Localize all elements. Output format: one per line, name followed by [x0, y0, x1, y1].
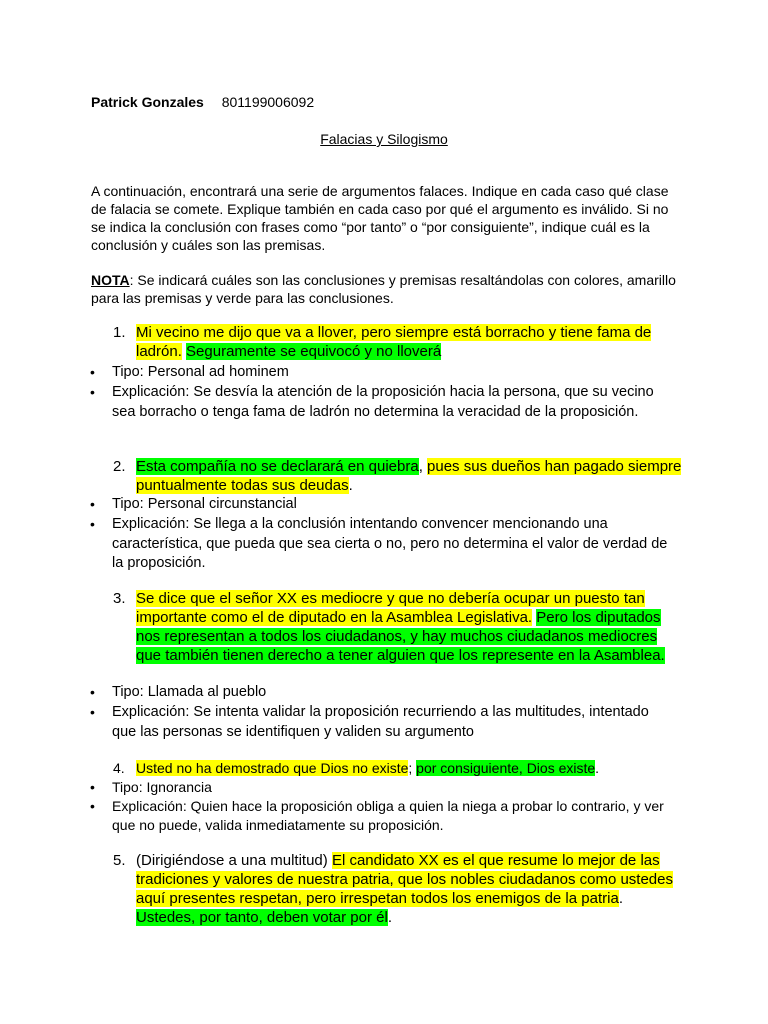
- note-text: : Se indicará cuáles son las conclusiones y premisas resaltándolas con colores, amarillo para las premisas y verde para las conclusiones.: [91, 272, 676, 306]
- explanation-text: Explicación: Se desvía la atención de la proposición hacia la persona, que su vecino sea borracho o tenga fama de ladrón no determina la veracidad de la proposición.: [112, 384, 654, 420]
- note-label: NOTA: [91, 272, 130, 288]
- document-title: Falacias y Silogismo: [320, 131, 448, 147]
- bullet-dot-icon: •: [90, 798, 95, 814]
- plain-text: .: [595, 760, 600, 776]
- intro-paragraph: A continuación, encontrará una serie de argumentos falaces. Indique en cada caso qué clase de falacia se comete. Explique también en cada caso por qué el argumento es inválido. Si no se indica la conclusión con frases como “por tanto” o “por consiguiente”, indique cuál es la conclusión y cuáles son las premisas.: [91, 183, 669, 253]
- explanation-bullet: [90, 797, 672, 835]
- tipo-text: Tipo: Llamada al pueblo: [112, 684, 267, 700]
- author-name: Patrick Gonzales: [91, 94, 204, 110]
- plain-text: ,: [418, 458, 428, 475]
- premise-highlight: Mi vecino me dijo que va a llover, pero siempre está borracho y tiene fama de ladrón.: [136, 324, 652, 360]
- tipo-text: Tipo: Personal circunstancial: [112, 496, 297, 512]
- question-1: [113, 323, 686, 361]
- bullet-dot-icon: •: [90, 779, 95, 795]
- question-number: 4.: [113, 760, 125, 776]
- premise-highlight: pues sus dueños han pagado siempre puntualmente todas sus deudas: [136, 458, 682, 494]
- tipo-bullet: [90, 495, 672, 515]
- student-id: 801199006092: [221, 94, 315, 110]
- premise-highlight: El candidato XX es el que resume lo mejor de las tradiciones y valores de nuestra patria, que los nobles ciudadanos como ustedes aquí presentes respetan, pero irrespetan todos los enemigos de la patria: [136, 852, 673, 907]
- plain-text: .: [618, 890, 623, 907]
- plain-text: (Dirigiéndose a una multitud): [136, 852, 332, 869]
- explanation-text: Explicación: Se llega a la conclusión intentando convencer mencionando una característica, que pueda que sea cierta o no, pero no determina el valor de verdad de la proposición.: [112, 516, 668, 571]
- explanation-bullet: [90, 515, 672, 574]
- explanation-bullet: [90, 383, 672, 422]
- bullet-dot-icon: •: [90, 516, 95, 532]
- conclusion-highlight: Seguramente se equivocó y no lloverá: [186, 343, 442, 360]
- plain-text: .: [387, 909, 392, 926]
- question-number: 3.: [113, 590, 126, 607]
- bullet-dot-icon: •: [90, 496, 95, 512]
- bullet-dot-icon: •: [90, 684, 95, 700]
- question-5: [113, 851, 686, 927]
- tipo-bullet: [90, 683, 672, 703]
- note-paragraph: [91, 271, 681, 307]
- bullet-dot-icon: •: [90, 364, 95, 380]
- conclusion-highlight: Esta compañía no se declarará en quiebra: [136, 458, 419, 475]
- bullet-dot-icon: •: [90, 384, 95, 400]
- premise-highlight: Se dice que el señor XX es mediocre y que no debería ocupar un puesto tan importante como el de diputado en la Asamblea Legislativa.: [136, 590, 645, 626]
- author-line: [91, 93, 314, 111]
- question-number: 2.: [113, 458, 126, 475]
- plain-text: ;: [408, 760, 417, 776]
- tipo-text: Tipo: Ignorancia: [112, 779, 212, 795]
- plain-text: .: [348, 477, 353, 494]
- tipo-bullet: [90, 363, 672, 383]
- question-3: [113, 589, 686, 665]
- conclusion-highlight: Pero los diputados nos representan a todos los ciudadanos, y hay muchos ciudadanos mediocres que también tienen derecho a tener alguien que los represente en la Asamblea.: [136, 609, 665, 664]
- question-number: 5.: [113, 852, 126, 869]
- question-2: [113, 457, 686, 495]
- conclusion-highlight: Ustedes, por tanto, deben votar por él: [136, 909, 388, 926]
- question-4: [113, 759, 686, 778]
- tipo-text: Tipo: Personal ad hominem: [112, 364, 289, 380]
- premise-highlight: Usted no ha demostrado que Dios no existe: [136, 760, 409, 776]
- bullet-dot-icon: •: [90, 704, 95, 720]
- question-number: 1.: [113, 324, 126, 341]
- explanation-text: Explicación: Se intenta validar la proposición recurriendo a las multitudes, intentado que las personas se identifiquen y validen su argumento: [112, 704, 649, 740]
- explanation-bullet: [90, 703, 672, 742]
- explanation-text: Explicación: Quien hace la proposición obliga a quien la niega a probar lo contrario, y ver que no puede, valida inmediatamente su proposición.: [112, 798, 664, 833]
- tipo-bullet: [90, 778, 672, 797]
- conclusion-highlight: por consiguiente, Dios existe: [416, 760, 596, 776]
